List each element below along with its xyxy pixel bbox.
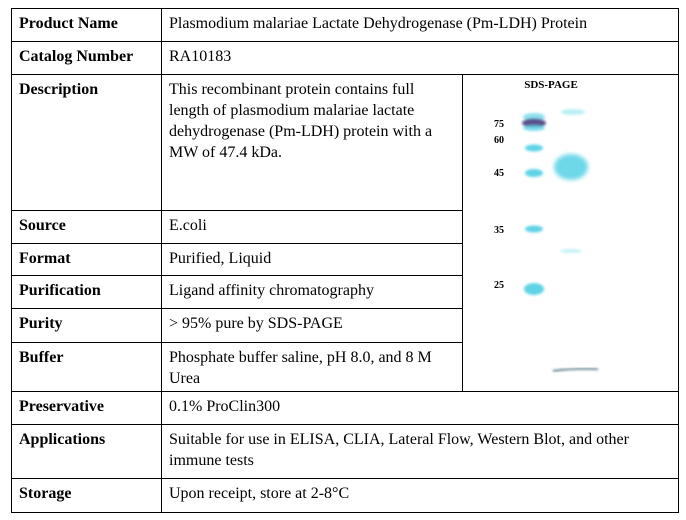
product-datasheet bbox=[11, 8, 678, 510]
source-label: Source bbox=[12, 211, 162, 244]
marker-label-35: 35 bbox=[494, 225, 504, 236]
row-applications bbox=[12, 425, 679, 479]
format-label: Format bbox=[12, 244, 162, 276]
row-description bbox=[12, 75, 679, 211]
purity-label: Purity bbox=[12, 309, 162, 343]
ladder-band bbox=[523, 125, 545, 131]
row-product-name bbox=[12, 9, 679, 42]
gel-edge-artifact bbox=[553, 369, 598, 371]
catalog-number-value: RA10183 bbox=[162, 42, 679, 75]
catalog-number-label: Catalog Number bbox=[12, 42, 162, 75]
applications-value: Suitable for use in ELISA, CLIA, Lateral Flow, Western Blot, and other immune tests bbox=[162, 425, 679, 479]
format-value: Purified, Liquid bbox=[162, 244, 463, 276]
row-catalog-number bbox=[12, 42, 679, 75]
ladder-band bbox=[524, 283, 544, 295]
row-preservative bbox=[12, 392, 679, 425]
ladder-band bbox=[525, 169, 543, 177]
row-storage bbox=[12, 479, 679, 513]
buffer-label: Buffer bbox=[12, 343, 162, 392]
purity-value: > 95% pure by SDS-PAGE bbox=[162, 309, 463, 343]
storage-label: Storage bbox=[12, 479, 162, 513]
applications-label: Applications bbox=[12, 425, 162, 479]
ladder-band bbox=[525, 226, 543, 233]
sds-page-gel-image bbox=[463, 75, 678, 389]
sample-band-faint bbox=[561, 109, 585, 115]
description-value: This recombinant protein contains full length of plasmodium malariae lactate dehydrogenase (Pm-LDH) protein with a MW of 47.4 kDa. bbox=[162, 75, 463, 211]
sample-band-faint bbox=[560, 249, 582, 253]
product-name-value: Plasmodium malariae Lactate Dehydrogenase (Pm-LDH) Protein bbox=[162, 9, 679, 42]
storage-value: Upon receipt, store at 2-8°C bbox=[162, 479, 679, 513]
sample-lane bbox=[553, 109, 598, 371]
preservative-value: 0.1% ProClin300 bbox=[162, 392, 679, 425]
marker-label-60: 60 bbox=[494, 135, 504, 146]
gel-title: SDS-PAGE bbox=[524, 79, 578, 91]
preservative-label: Preservative bbox=[12, 392, 162, 425]
purification-value: Ligand affinity chromatography bbox=[162, 276, 463, 309]
marker-label-45: 45 bbox=[494, 168, 504, 179]
source-value: E.coli bbox=[162, 211, 463, 244]
description-label: Description bbox=[12, 75, 162, 211]
ladder-lane bbox=[522, 113, 546, 295]
buffer-value: Phosphate buffer saline, pH 8.0, and 8 M Urea bbox=[162, 343, 463, 392]
marker-label-25: 25 bbox=[494, 280, 504, 291]
sds-page-gel-cell bbox=[463, 75, 679, 392]
product-name-label: Product Name bbox=[12, 9, 162, 42]
purification-label: Purification bbox=[12, 276, 162, 309]
marker-label-75: 75 bbox=[494, 119, 504, 130]
spec-table bbox=[11, 8, 679, 513]
sample-band-main bbox=[554, 154, 588, 180]
ladder-band bbox=[525, 145, 543, 152]
